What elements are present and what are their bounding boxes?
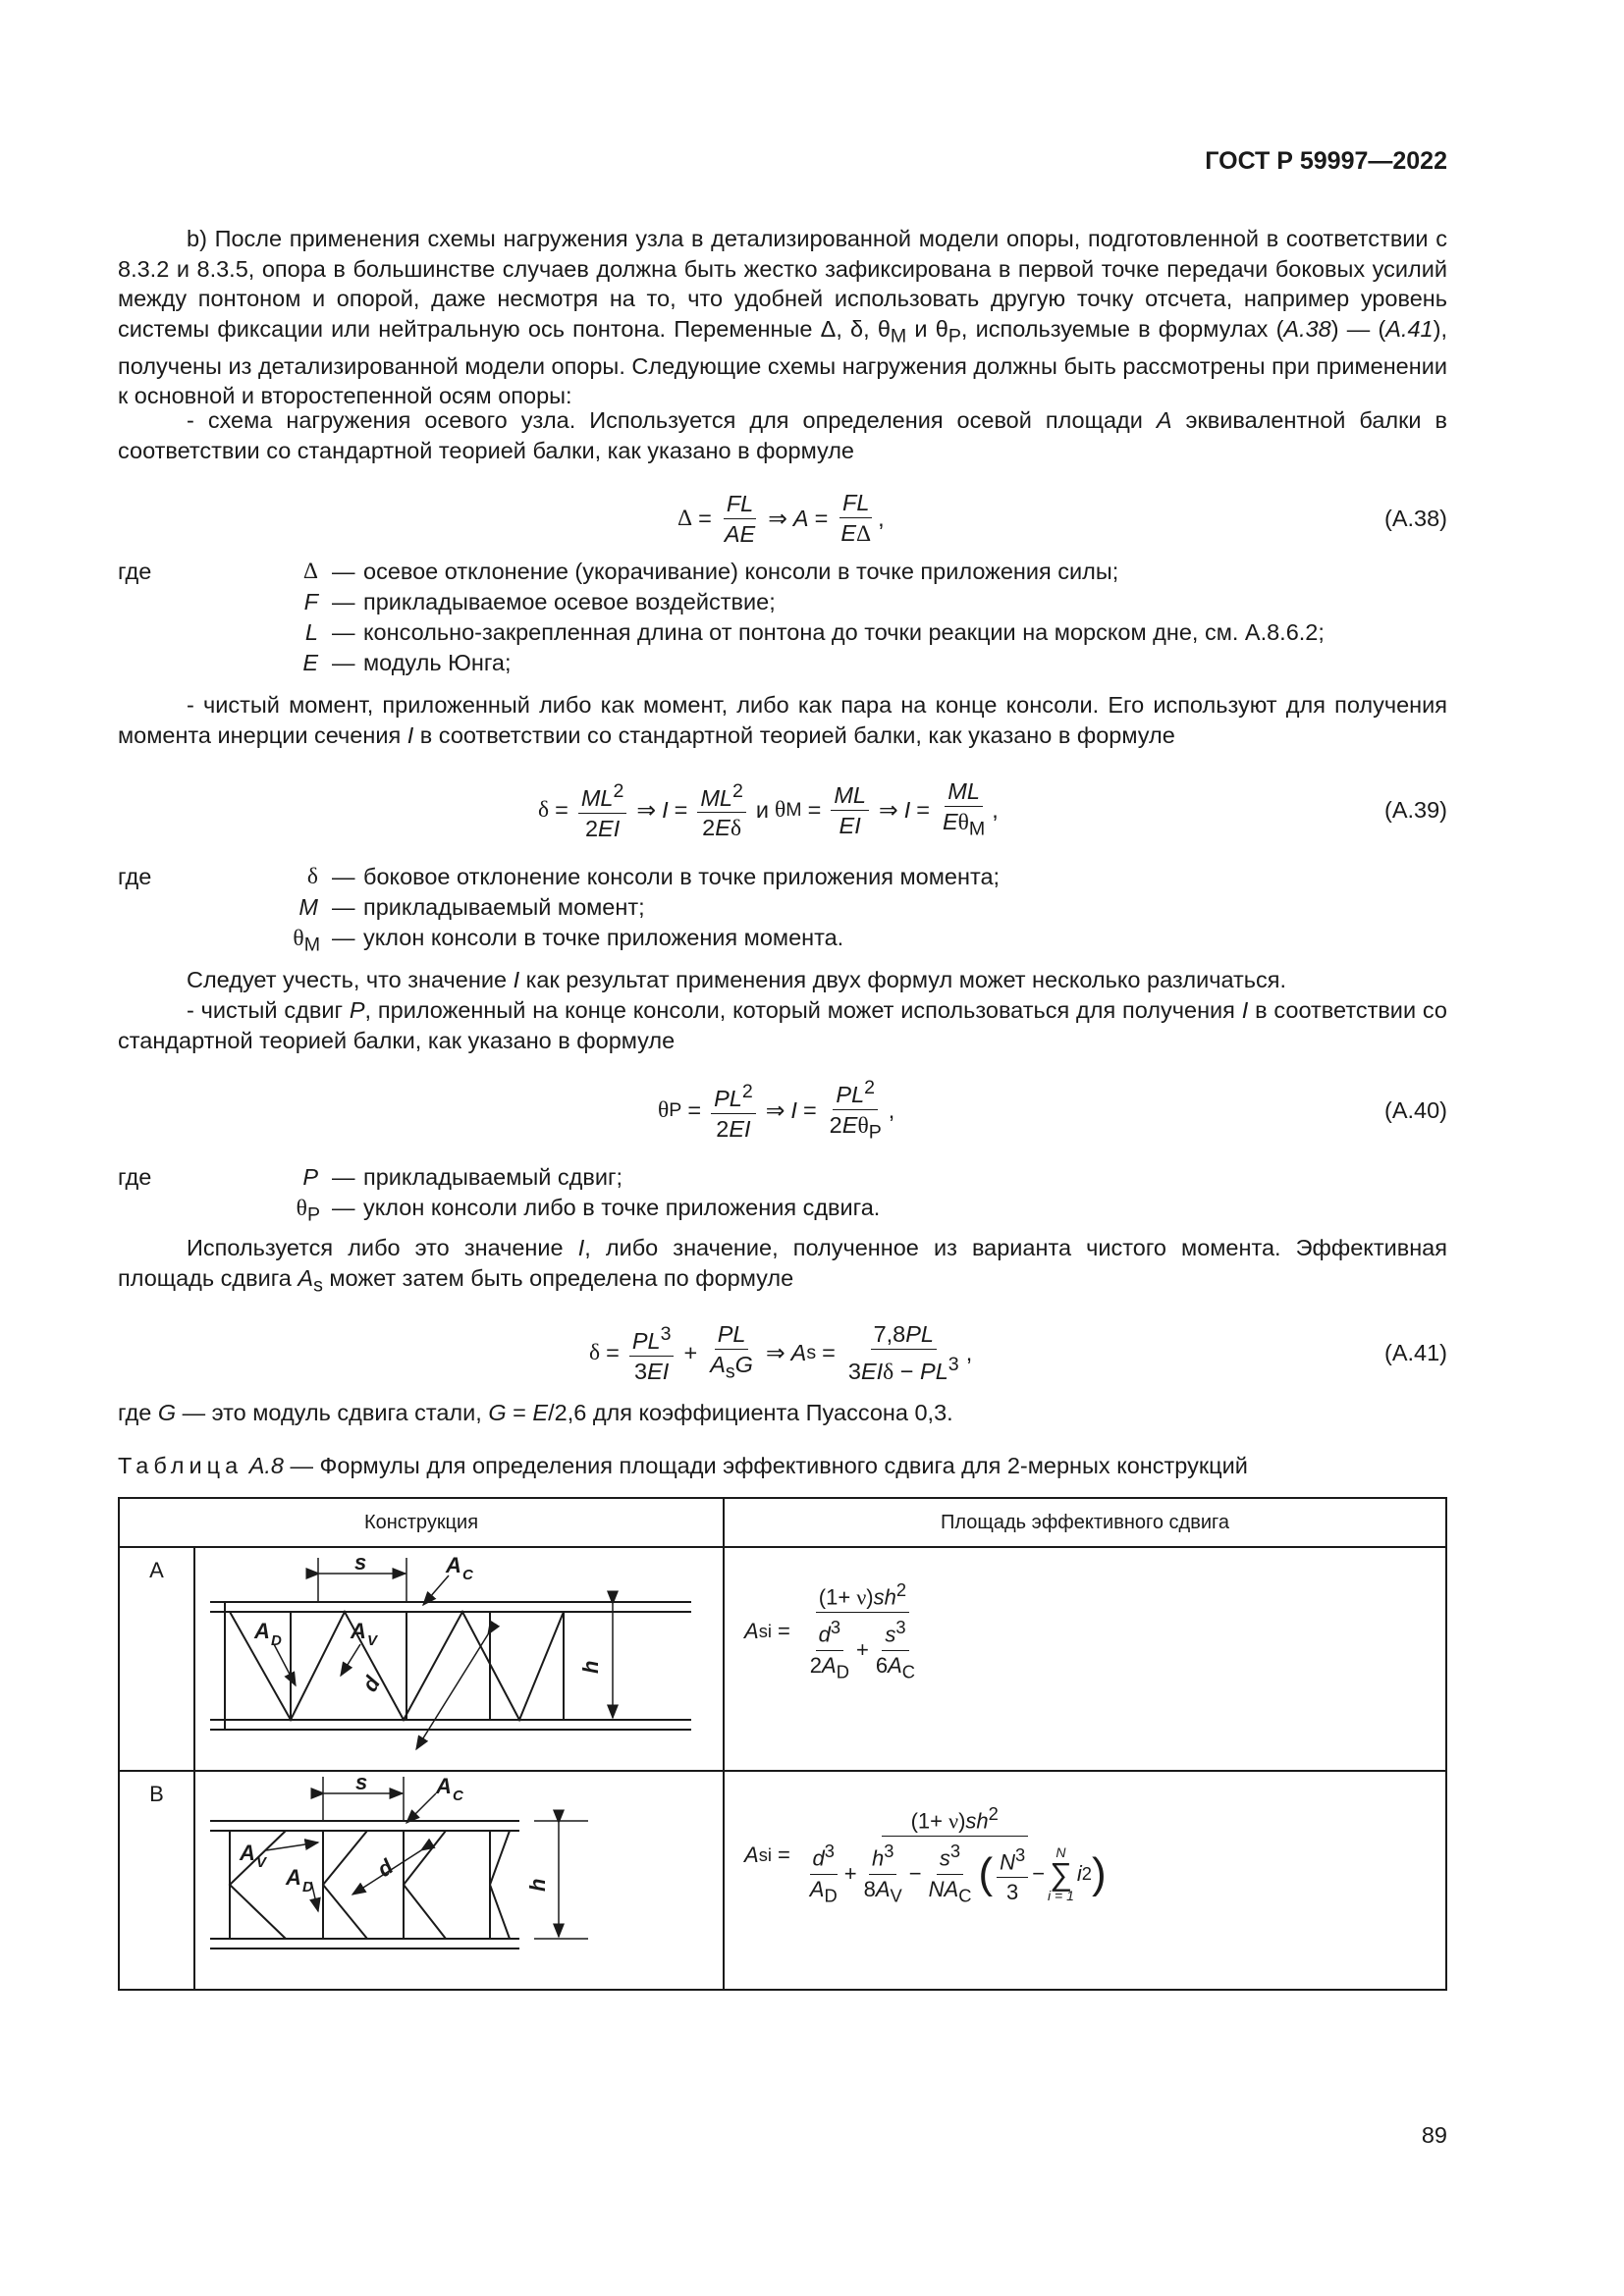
svg-text:C: C [462, 1567, 473, 1583]
definition-row: где δ — боковое отклонение консоли в точке приложения момента; [118, 864, 1001, 889]
column-header-effective-area: Площадь эффективного сдвига [724, 1498, 1446, 1547]
definition-row: E — модуль Юнга; [302, 650, 512, 675]
column-header-construction: Конструкция [119, 1498, 724, 1547]
svg-text:A: A [436, 1774, 452, 1798]
formula-a: A si = $(1+ \nu)sh^2$ $\frac{d^3}{2A_D}$ + $\frac{s^3}{6A_C}$ [744, 1579, 916, 1682]
equation-a41: δ = $\frac{PL^3}{3EI}$ + $\frac{PL}{A_sG}$ ⇒ A s = $\frac{7,8PL}{3EI\delta - PL^3}$ , (А.41) [118, 1315, 1447, 1390]
paragraph-note: Следует учесть, что значение I как результат применения двух формул может несколько различаться. [187, 967, 1287, 992]
svg-text:D: D [271, 1632, 282, 1649]
equation-a40: θ P = $\frac{PL^2}{2EI}$ ⇒ I = $\frac{PL^2}{2E\theta_P}$ , (А.40) [118, 1073, 1447, 1148]
definition-row: $\theta_M$ — уклон консоли в точке приложения момента. [293, 925, 844, 956]
paragraph-pure-shear: - чистый сдвиг P, приложенный на конце консоли, который может использоваться для получения I в соответствии со стандартной теорией балки, как указано в формуле [118, 997, 1447, 1053]
svg-text:A: A [254, 1619, 270, 1643]
table-row [119, 1547, 1446, 1771]
svg-text:d: d [372, 1853, 398, 1883]
formula-b: A si = $(1+ \nu)sh^2$ $\frac{d^3}{A_D}$ + $\frac{h^3}{8A_V}$ − $\frac{s^3}{NA_C}$ ( $\frac{N^3}{3}$ − N ∑ i = 1 i 2 ) [744, 1803, 1107, 1906]
equation-a38: Δ = $\frac{FL}{AE}$ ⇒ A = $\frac{FL}{E\Delta}$ , (А.38) [118, 481, 1447, 556]
definitions-a40 [118, 1162, 1447, 1226]
formula-cell [724, 1547, 1446, 1771]
svg-text:A: A [351, 1619, 366, 1643]
paragraph-axial-scheme: - схема нагружения осевого узла. Используется для определения осевой площади А эквивалентной балки в соответствии со стандартной теорией балки, как указано в формуле [118, 407, 1447, 463]
row-label: A [119, 1547, 194, 1771]
truss-diagram-b [195, 1772, 716, 1983]
figure-cell [194, 1771, 724, 1990]
definition-row: M — прикладываемый момент; [298, 894, 645, 920]
definition-row: $\theta_P$ — уклон консоли либо в точке приложения сдвига. [296, 1195, 881, 1226]
equation-tag: (А.38) [1384, 505, 1447, 531]
formula-cell [724, 1771, 1446, 1990]
definitions-a38 [118, 557, 1447, 678]
paragraph-effective-shear: Используется либо это значение I, либо значение, полученное из варианта чистого момента. Эффективная площадь сдвига $A_s$ может затем быть определена по формуле [118, 1235, 1447, 1297]
document-number: ГОСТ Р 59997—2022 [1205, 147, 1447, 175]
definition-row: L — консольно-закрепленная длина от понтона до точки реакции на морском дне, см. А.8.6.2; [304, 619, 1325, 645]
definition-row: F — прикладываемое осевое воздействие; [303, 589, 776, 614]
row-label: B [119, 1771, 194, 1990]
equation-a39: δ = $\frac{ML^2}{2EI}$ ⇒ I = $\frac{ML^2}{2E\delta}$ и θ M = $\frac{ML}{EI}$ ⇒ I = $\frac{ML}{E\theta_M}$ , (А.39) [118, 773, 1447, 847]
svg-text:d: d [356, 1672, 386, 1696]
svg-text:V: V [367, 1632, 378, 1649]
equation-tag: (А.39) [1384, 796, 1447, 823]
paragraph-shear-modulus: где G — это модуль сдвига стали, G = E/2,6 для коэффициента Пуассона 0,3. [118, 1400, 953, 1425]
paragraph-b: b) После применения схемы нагружения узла в детализированной модели опоры, подготовленной в соответствии с 8.3.2 и 8.3.5, опора в большинстве случаев должна быть жестко зафиксирована в первой точке передачи боковых усилий между понтоном и опорой, даже несмотря на то, что удобней использовать другую точку отсчета, например уровень системы фиксации или нейтральную ось понтона. Переменные Δ, δ, $\theta_M$ и $\theta_P$, используемые в формулах (А.38) — (А.41), получены из детализированной модели опоры. Следующие схемы нагружения должны быть рассмотрены при применении к основной и второстепенной осям опоры: [118, 226, 1447, 409]
formula-table [118, 1497, 1447, 1991]
svg-text:h: h [578, 1660, 603, 1674]
page-number: 89 [1421, 2122, 1447, 2148]
svg-text:A: A [240, 1841, 255, 1865]
figure-cell [194, 1547, 724, 1771]
svg-text:C: C [453, 1788, 463, 1804]
definitions-a39 [118, 862, 1447, 956]
table-header-row [119, 1498, 1446, 1547]
table-row [119, 1771, 1446, 1990]
svg-text:s: s [355, 1772, 368, 1794]
svg-text:V: V [256, 1854, 267, 1871]
svg-text:h: h [525, 1878, 550, 1892]
paragraph-pure-moment: - чистый момент, приложенный либо как момент, либо как пара на конце консоли. Его используют для получения момента инерции сечения I в соответствии со стандартной теорией балки, как указано в формуле [118, 692, 1447, 748]
svg-text:A: A [286, 1865, 301, 1890]
definition-row: где P — прикладываемый сдвиг; [118, 1164, 623, 1190]
svg-text:D: D [302, 1879, 313, 1896]
table-caption: Таблица А.8 — Формулы для определения площади эффективного сдвига для 2-мерных конструкций [118, 1453, 1248, 1478]
truss-diagram-a [195, 1548, 716, 1764]
svg-text:A: A [446, 1553, 461, 1577]
equation-tag: (А.41) [1384, 1339, 1447, 1365]
equation-tag: (А.40) [1384, 1096, 1447, 1123]
svg-text:s: s [354, 1550, 367, 1575]
definition-row: где Δ — осевое отклонение (укорачивание) консоли в точке приложения силы; [118, 559, 1119, 584]
